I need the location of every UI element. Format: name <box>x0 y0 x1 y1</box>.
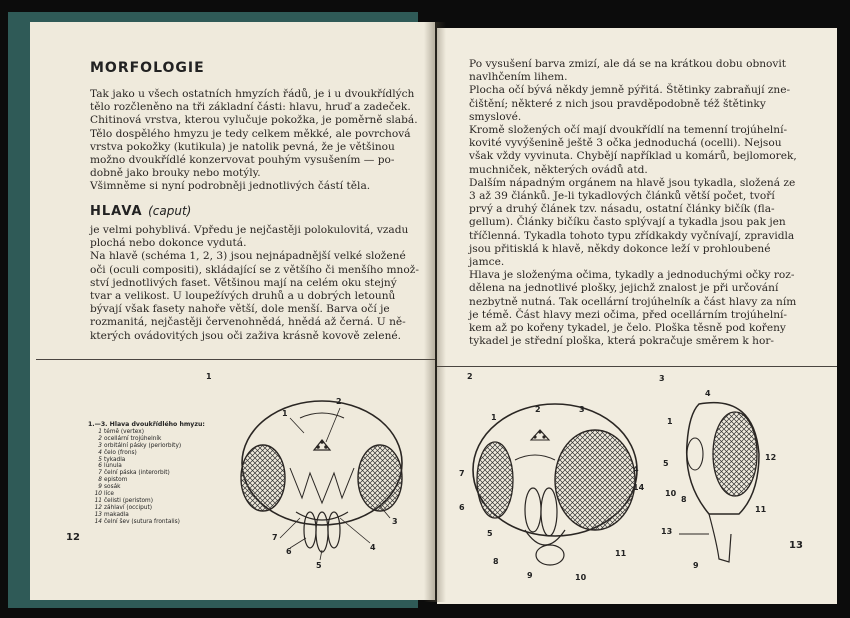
figure-label: 1 <box>282 409 288 418</box>
text-line: dobně jako brouky nebo motýly. <box>90 167 261 180</box>
text-line: navlhčením lihem. <box>469 71 568 84</box>
subheading-hlava <box>90 204 191 219</box>
figure-label: 3 <box>579 405 585 414</box>
legend-item: 13 makadla <box>94 511 129 518</box>
subheading-latin: (caput) <box>148 204 192 218</box>
right-page <box>437 28 837 604</box>
figure-label: 8 <box>493 557 499 566</box>
text-line: bývají však fasety nahoře větší, dole menší. Barva očí je <box>90 303 390 316</box>
text-line: tělo rozčleněno na tři základní části: hlavu, hruď a zadeček. <box>90 101 411 114</box>
figure-label: 11 <box>755 505 767 514</box>
figure-label: 14 <box>633 483 645 492</box>
text-line: Chitinová vrstva, kterou vylučuje pokožka, je poměrně slabá. <box>90 114 418 127</box>
legend-item: 1 témě (vertex) <box>98 428 144 435</box>
text-line: jsou přitisklá k hlavě, někdy dokonce leží v prohloubené <box>469 242 771 255</box>
text-line: čištění; některé z nich jsou pravděpodobně též štětinky <box>469 97 766 110</box>
text-line: Dalším nápadným orgánem na hlavě jsou tykadla, složená ze <box>469 176 796 189</box>
figure-divider <box>437 366 837 367</box>
text-line: možno dvoukřídlé konzervovat pouhým vysušením — po- <box>90 154 395 167</box>
text-line: vrstva pokožky (kutikula) je natolik pevná, že je většinou <box>90 140 395 153</box>
text-line: jamce. <box>469 256 505 269</box>
figure-label: 2 <box>535 405 541 414</box>
legend-item: 3 orbitální pásky (periorbity) <box>98 442 182 449</box>
figure-label: 10 <box>575 573 587 582</box>
figure-label: 5 <box>663 459 669 468</box>
figure-label: 1 <box>667 417 673 426</box>
figure-number: 2 <box>467 372 473 381</box>
figure-legend <box>88 422 205 526</box>
text-line: dělena na jednotlivé plošky, jejichž znalost je při určování <box>469 282 779 295</box>
legend-item: 7 čelní páska (interorbit) <box>98 470 170 477</box>
subheading-text: HLAVA <box>90 204 143 219</box>
figure-label: 9 <box>693 561 699 570</box>
figure-label: 6 <box>459 503 465 512</box>
text-line: kterých ovádovitých jsou oči zaživa krásně kovově zelené. <box>90 329 402 342</box>
legend-item: 12 záhlaví (occiput) <box>94 504 152 511</box>
legend-item: 4 čelo (frons) <box>98 449 137 456</box>
figure-label: 10 <box>665 489 677 498</box>
text-line: kovité vyvýšenině ještě 3 očka jednoduchá (ocelli). Nejsou <box>469 137 782 150</box>
figure-label: 5 <box>316 561 322 568</box>
text-line: ství jednotlivých faset. Většinou mají na celém oku stejný <box>90 276 397 289</box>
text-line: Plocha očí bývá někdy jemně pýřitá. Štětinky zabraňují zne- <box>469 84 791 97</box>
figure-number: 3 <box>659 374 665 383</box>
text-line: prvý a druhý článek tzv. násadu, ostatní články bičík (fla- <box>469 203 775 216</box>
hlava-text <box>90 224 428 343</box>
page-number: 12 <box>66 532 80 543</box>
text-line: 3 až 39 článků. Je-li tykadlových článků větší počet, tvoří <box>469 190 775 203</box>
figure-label: 4 <box>705 389 711 398</box>
text-line: oči (oculi compositi), skládající se z většího či menšího množ- <box>90 263 419 276</box>
legend-title: 1.—3. Hlava dvoukřídlého hmyzu: <box>88 421 205 428</box>
right-text <box>469 58 811 348</box>
legend-item: 9 sosák <box>98 484 121 491</box>
legend-item: 14 čelní šev (sutura frontalis) <box>94 518 180 525</box>
figure-number: 1 <box>206 372 212 381</box>
fly-head-oblique-illustration <box>455 380 660 590</box>
figure-label: 4 <box>370 543 376 552</box>
figure-label: 12 <box>765 453 777 462</box>
text-line: smyslové. <box>469 110 522 123</box>
figure-label: 3 <box>392 517 398 526</box>
text-line: Všimněme si nyní podrobněji jednotlivých částí těla. <box>90 180 371 193</box>
figure-label: 2 <box>336 397 342 406</box>
figure-divider <box>36 359 435 360</box>
legend-item: 5 tykadla <box>98 456 126 463</box>
figure-label: 9 <box>527 571 533 580</box>
legend-item: 8 epistom <box>98 477 128 484</box>
text-line: Po vysušení barva zmizí, ale dá se na krátkou dobu obnovit <box>469 58 787 70</box>
text-line: gellum). Články bičíku často splývají a tykadla jsou pak jen <box>469 216 786 229</box>
figure-label: 11 <box>615 549 627 558</box>
section-heading: MORFOLOGIE <box>90 60 205 76</box>
text-line: tykadel je střední ploška, která pokračuje směrem k hor- <box>469 335 775 348</box>
intro-text <box>90 88 428 194</box>
left-page <box>30 22 435 600</box>
text-line: plochá nebo dokonce vydutá. <box>90 237 247 250</box>
legend-item: 11 čelisti (peristom) <box>94 497 153 504</box>
figure-label: 4 <box>633 465 639 474</box>
legend-item: 10 líce <box>94 491 114 498</box>
text-line: Kromě složených očí mají dvoukřídlí na temenní trojúhelní- <box>469 124 788 137</box>
figure-label: 7 <box>272 533 278 542</box>
figure-label: 6 <box>286 547 292 556</box>
book-gutter-shadow <box>424 22 446 602</box>
figure-label: 1 <box>491 413 497 422</box>
text-line: Na hlavě (schéma 1, 2, 3) jsou nejnápadnější velké složené <box>90 250 406 263</box>
text-line: Hlava je složenýma očima, tykadly a jednoduchými očky roz- <box>469 269 795 282</box>
figure-label: 7 <box>459 469 465 478</box>
page-number: 13 <box>789 540 803 551</box>
text-line: muchniček, některých ovádů atd. <box>469 163 648 176</box>
text-line: Tělo dospělého hmyzu je tedy celkem měkké, ale povrchová <box>90 127 411 140</box>
figure-label: 8 <box>681 495 687 504</box>
text-line: je velmi pohyblivá. Vpředu je nejčastěji polokulovitá, vzadu <box>90 224 409 236</box>
fly-head-front-illustration <box>230 378 430 568</box>
text-line: tvar a velikost. U loupežívých druhů a u dobrých letounů <box>90 290 396 303</box>
legend-item: 2 ocellární trojúhelník <box>98 435 162 442</box>
text-line: je témě. Část hlavy mezi očima, před ocellárním trojúhelní- <box>469 308 787 321</box>
figure-label: 5 <box>487 529 493 538</box>
text-line: rozmanitá, nejčastěji červenohnědá, hnědá až černá. U ně- <box>90 316 406 329</box>
text-line: kem až po kořeny tykadel, je čelo. Ploška těsně pod kořeny <box>469 322 786 335</box>
legend-item: 6 lunula <box>98 463 122 470</box>
text-line: však vždy vyvinuta. Chybějí například u komárů, bejlomorek, <box>469 150 797 163</box>
text-line: nezbytně nutná. Tak ocellární trojúhelník a část hlavy za ním <box>469 295 797 308</box>
text-line: Tak jako u všech ostatních hmyzích řádů, je i u dvoukřídlých <box>90 88 415 100</box>
text-line: tříčlenná. Tykadla tohoto typu zřídkakdy vyčnívají, zpravidla <box>469 229 795 242</box>
figure-label: 13 <box>661 527 673 536</box>
fly-head-side-illustration <box>659 384 779 584</box>
